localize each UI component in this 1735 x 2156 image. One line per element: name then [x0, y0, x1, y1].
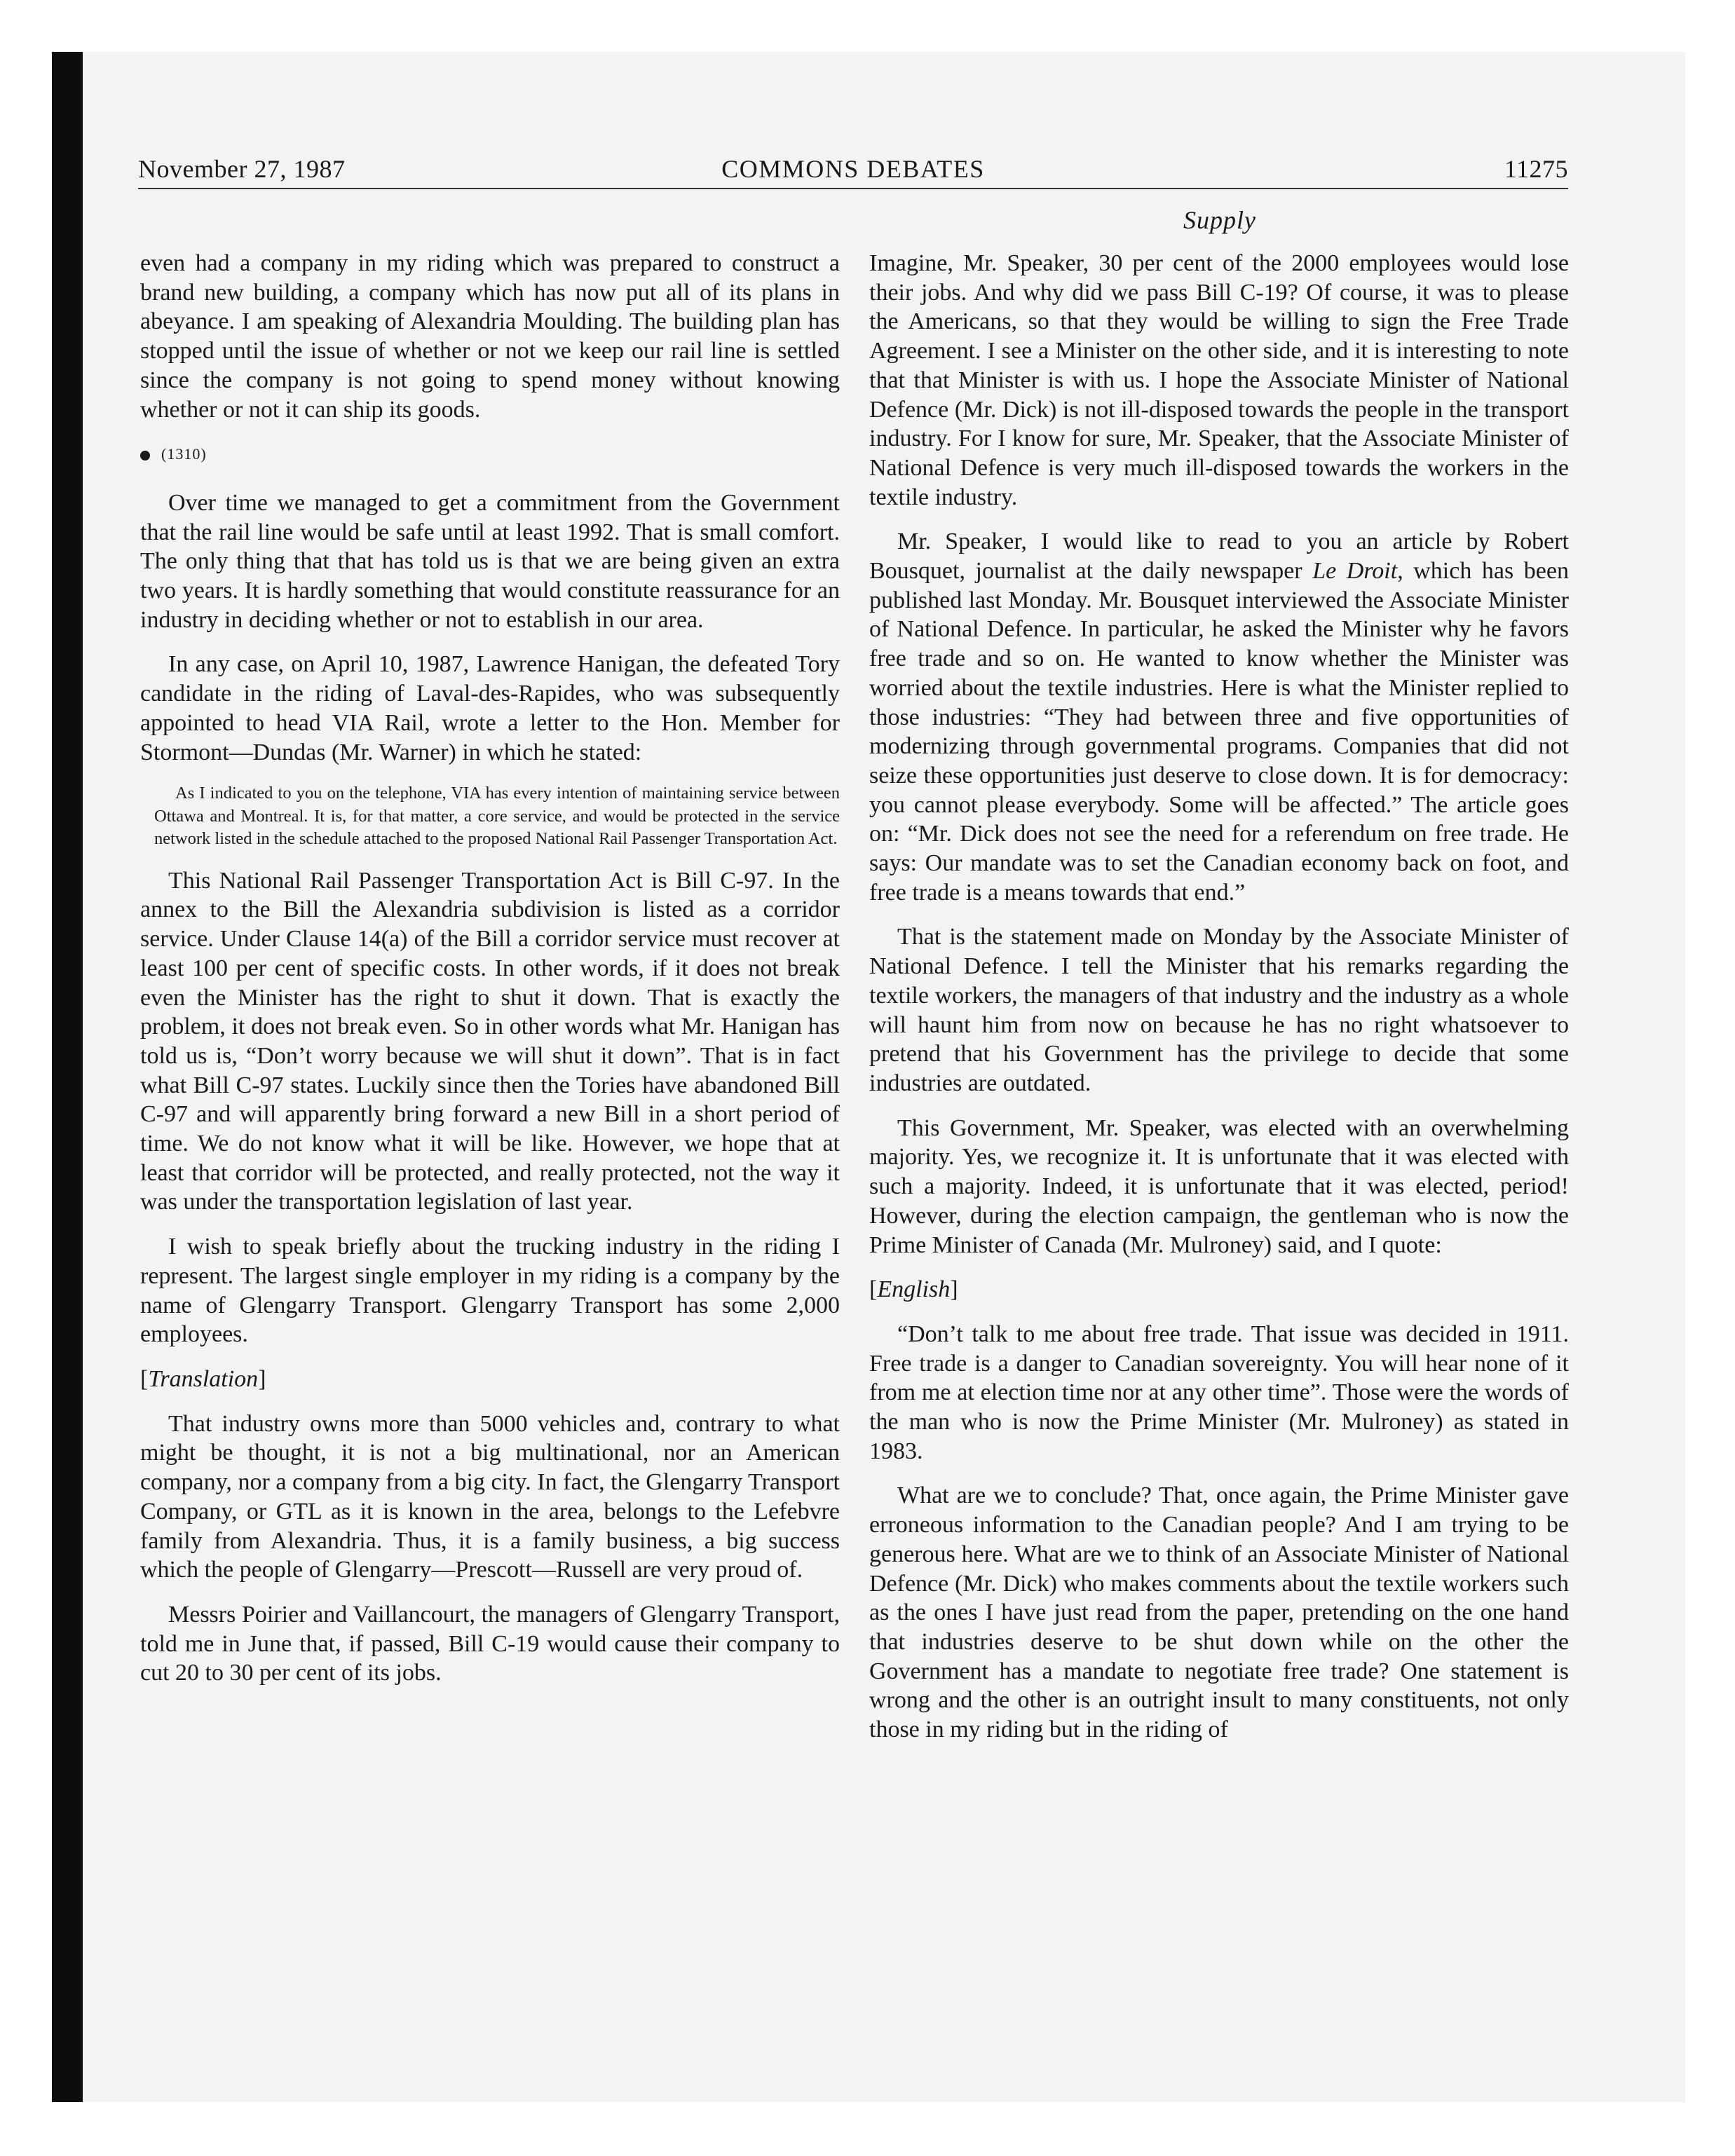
right-paragraph-2: Mr. Speaker, I would like to read to you an article by Robert Bousquet, journalist at the daily newspaper Le Droit, which has been published last Monday. Mr. Bousquet interviewed the Associate Minister of National Defence. In particular, he asked the Minister why he favors free trade and so on. He wanted to know whether the Minister was worried about the textile industries. Here is what the Minister replied to those industries: “They had between three and five opportunities of modernizing through governmental programs. Companies that did not seize these opportunities just deserve to close down. It is for democracy: you cannot please everybody. Some will be affected.” The article goes on: “Mr. Dick does not see the need for a referendum on free trade. He says: Our mandate was to set the Canadian economy back on foot, and free trade is a means towards that end.” [869, 528, 1569, 906]
left-paragraph-2: Over time we managed to get a commitment from the Government that the rail line would be safe until at least 1992. That is small comfort. The only thing that that has told us is that we are being given an extra two years. It is hardly something that would constitute reassurance for an industry in deciding whether or not to establish in our area. [140, 489, 840, 633]
time-marker-label: (1310) [161, 445, 207, 463]
left-paragraph-3: In any case, on April 10, 1987, Lawrence Hanigan, the defeated Tory candidate in the riding of Laval-des-Rapides, who was subsequently appointed to head VIA Rail, wrote a letter to the Hon. Member for Stormont—Dundas (Mr. Warner) in which he stated: [140, 651, 840, 765]
time-marker [140, 439, 840, 469]
newspaper-name: Le Droit [1312, 558, 1398, 585]
right-paragraph-1: Imagine, Mr. Speaker, 30 per cent of the 2000 employees would lose their jobs. And why did we pass Bill C-19? Of course, it was to please the Americans, so that they would be willing to sign the Free Trade Agreement. I see a Minister on the other side, and it is interesting to note that that Minister is with us. I hope the Associate Minister of National Defence (Mr. Dick) is not ill-disposed towards the people in the transport industry. For I know for sure, Mr. Speaker, that the Associate Minister of National Defence is very much ill-disposed towards the workers in the textile industry. [869, 250, 1569, 510]
header-rule [138, 188, 1568, 189]
right-paragraph-6: What are we to conclude? That, once again, the Prime Minister gave erroneous information to the Canadian people? And I am trying to be generous here. What are we to think of an Associate Minister of National Defence (Mr. Dick) who makes comments about the textile workers such as the ones I have just read from the paper, pretending on the one hand that industries deserve to be shut down while on the other the Government has a mandate to negotiate free trade? One statement is wrong and the other is an outright insult to many constituents, not only those in my riding but in the riding of [869, 1482, 1569, 1743]
left-paragraph-5: I wish to speak briefly about the trucking industry in the riding I represent. The largest single employer in my riding is a company by the name of Glengarry Transport. Glengarry Transport has some 2,000 employees. [140, 1234, 840, 1348]
left-paragraph-4: This National Rail Passenger Transportation Act is Bill C-97. In the annex to the Bill the Alexandria subdivision is listed as a corridor service. Under Clause 14(a) of the Bill a corridor service must recover at least 100 per cent of specific costs. In other words, if it does not break even the Minister has the right to shut it down. That is exactly the problem, it does not break even. So in other words what Mr. Hanigan has told us is, “Don’t worry because we will shut it down”. That is in fact what Bill C-97 states. Luckily since then the Tories have abandoned Bill C-97 and will apparently bring forward a new Bill in a short period of time. We do not know what it will be like. However, we hope that at least that corridor will be protected, and really protected, not the way it was under the transportation legislation of last year. [140, 867, 840, 1215]
left-column [140, 249, 840, 1703]
header-title: COMMONS DEBATES [721, 155, 985, 183]
block-quote: As I indicated to you on the telephone, VIA has every intention of maintaining service between Ottawa and Montreal. It is, for that matter, a core service, and would be protected in the service network listed in the schedule attached to the proposed National Rail Passenger Transportation Act. [154, 784, 840, 849]
page-header [138, 154, 1568, 192]
translation-heading: [Translation] [140, 1366, 266, 1392]
scan-edge-bar [52, 52, 83, 2102]
translation-label: Translation [148, 1366, 259, 1392]
header-date: November 27, 1987 [138, 155, 346, 183]
left-paragraph-7: Messrs Poirier and Vaillancourt, the managers of Glengarry Transport, told me in June that, if passed, Bill C-19 would cause their company to cut 20 to 30 per cent of its jobs. [140, 1601, 840, 1686]
left-paragraph-6: That industry owns more than 5000 vehicles and, contrary to what might be thought, it is not a big multinational, nor an American company, nor a company from a big city. In fact, the Glengarry Transport Company, or GTL as it is known in the area, belongs to the Lefebvre family from Alexandria. Thus, it is a family business, a big success which the people of Glengarry—Prescott—Russell are very proud of. [140, 1410, 840, 1583]
left-paragraph-1: even had a company in my riding which was prepared to construct a brand new building, a company which has now put all of its plans in abeyance. I am speaking of Alexandria Moulding. The building plan has stopped until the issue of whether or not we keep our rail line is settled since the company is not going to spend money without knowing whether or not it can ship its goods. [140, 250, 840, 423]
right-paragraph-4: This Government, Mr. Speaker, was elected with an overwhelming majority. Yes, we recognize it. It is unfortunate that it was elected with such a majority. Indeed, it is unfortunate that it was elected, period! However, during the election campaign, the gentleman who is now the Prime Minister of Canada (Mr. Mulroney) said, and I quote: [869, 1114, 1569, 1258]
bullet-icon [140, 451, 150, 460]
header-page-number: 11275 [1504, 155, 1568, 183]
english-label: English [877, 1276, 951, 1303]
right-paragraph-3: That is the statement made on Monday by the Associate Minister of National Defence. I tell the Minister that his remarks regarding the textile workers, the managers of that industry and the industry as a whole will haunt him from now on because he has no right whatsoever to pretend that his Government has the privilege to decide that some industries are outdated. [869, 924, 1569, 1096]
right-paragraph-5: “Don’t talk to me about free trade. That issue was decided in 1911. Free trade is a danger to Canadian sovereignty. You will hear none of it from me at election time nor at any other time”. Those were the words of the man who is now the Prime Minister (Mr. Mulroney) as stated in 1983. [869, 1321, 1569, 1464]
section-heading: Supply [1183, 206, 1256, 234]
english-heading: [English] [869, 1276, 958, 1303]
right-column [869, 249, 1569, 1760]
